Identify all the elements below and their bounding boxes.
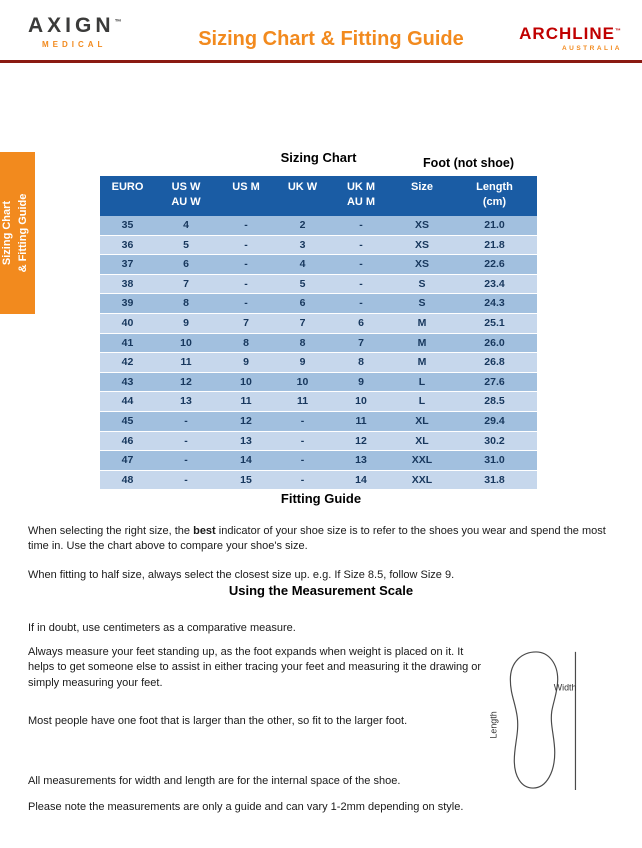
- measurement-paragraph-5: Please note the measurements are only a guide and can vary 1-2mm depending on style.: [28, 801, 464, 813]
- table-cell: 27.6: [452, 372, 537, 392]
- table-cell: -: [275, 431, 330, 451]
- table-row: [100, 313, 537, 333]
- trademark-symbol: ™: [114, 19, 122, 26]
- table-row: [100, 235, 537, 255]
- page-title: Sizing Chart & Fitting Guide: [198, 28, 464, 50]
- measurement-paragraph-3: Most people have one foot that is larger than the other, so fit to the larger foot.: [28, 715, 408, 727]
- bold-word: best: [193, 525, 216, 537]
- table-cell: 43: [100, 372, 155, 392]
- table-cell: L: [392, 372, 452, 392]
- table-cell: 37: [100, 255, 155, 275]
- table-cell: 48: [100, 470, 155, 490]
- table-cell: 3: [275, 235, 330, 255]
- table-row: [100, 431, 537, 451]
- table-cell: 31.0: [452, 451, 537, 471]
- table-cell: 21.8: [452, 235, 537, 255]
- measurement-paragraph-2: Always measure your feet standing up, as the foot expands when weight is placed on it. It helps to get someone else to assist in either tracing your feet and measuring it the drawing or simply measuring your feet.: [28, 646, 482, 689]
- side-tab: [0, 152, 35, 314]
- table-cell: -: [275, 470, 330, 490]
- sizing-table-body: [100, 216, 537, 490]
- side-tab-label: [0, 152, 35, 314]
- table-cell: 29.4: [452, 411, 537, 431]
- table-cell: XS: [392, 235, 452, 255]
- table-cell: 14: [330, 470, 392, 490]
- table-cell: 11: [217, 392, 275, 412]
- table-cell: XL: [392, 431, 452, 451]
- table-cell: 25.1: [452, 313, 537, 333]
- table-cell: 12: [217, 411, 275, 431]
- column-header: US M: [217, 176, 275, 216]
- column-header: EURO: [100, 176, 155, 216]
- measurement-scale-heading: Using the Measurement Scale: [228, 583, 414, 598]
- table-cell: 26.0: [452, 333, 537, 353]
- table-cell: 46: [100, 431, 155, 451]
- table-cell: -: [217, 255, 275, 275]
- table-cell: M: [392, 333, 452, 353]
- sizing-table-container: [100, 176, 537, 490]
- table-cell: 5: [155, 235, 217, 255]
- table-cell: 6: [275, 294, 330, 314]
- table-cell: 9: [330, 372, 392, 392]
- column-header: Length (cm): [452, 176, 537, 216]
- table-cell: 9: [275, 353, 330, 373]
- table-cell: 38: [100, 274, 155, 294]
- table-cell: 8: [155, 294, 217, 314]
- table-cell: M: [392, 353, 452, 373]
- table-cell: 7: [330, 333, 392, 353]
- table-cell: L: [392, 392, 452, 412]
- table-row: [100, 470, 537, 490]
- axign-logo-subtitle: MEDICAL: [42, 40, 107, 49]
- table-cell: 10: [155, 333, 217, 353]
- table-row: [100, 255, 537, 275]
- table-cell: XS: [392, 216, 452, 235]
- table-cell: XXL: [392, 451, 452, 471]
- table-cell: 6: [330, 313, 392, 333]
- table-cell: -: [330, 274, 392, 294]
- table-cell: 6: [155, 255, 217, 275]
- fitting-guide-paragraph-2: When fitting to half size, always select the closest size up. e.g. If Size 8.5, follow Size 9.: [28, 569, 455, 581]
- table-cell: -: [330, 255, 392, 275]
- table-row: [100, 353, 537, 373]
- table-row: [100, 294, 537, 314]
- table-cell: -: [155, 431, 217, 451]
- table-cell: -: [330, 294, 392, 314]
- axign-logo: [28, 14, 122, 49]
- table-row: [100, 392, 537, 412]
- table-cell: M: [392, 313, 452, 333]
- table-cell: 7: [217, 313, 275, 333]
- table-cell: 5: [275, 274, 330, 294]
- paragraph-text: When selecting the right size, the: [28, 525, 194, 537]
- table-cell: 9: [217, 353, 275, 373]
- foot-outline-path: [510, 652, 557, 788]
- archline-logo-name: ARCHLINE™: [519, 24, 622, 43]
- table-cell: 31.8: [452, 470, 537, 490]
- table-cell: 45: [100, 411, 155, 431]
- table-cell: -: [155, 411, 217, 431]
- table-cell: S: [392, 274, 452, 294]
- table-cell: 14: [217, 451, 275, 471]
- table-cell: 15: [217, 470, 275, 490]
- table-cell: S: [392, 294, 452, 314]
- foot-outline-icon: [486, 646, 586, 794]
- table-cell: 24.3: [452, 294, 537, 314]
- table-row: [100, 333, 537, 353]
- table-cell: 12: [330, 431, 392, 451]
- side-tab-line1: Sizing Chart: [1, 200, 13, 266]
- table-row: [100, 451, 537, 471]
- table-row: [100, 274, 537, 294]
- table-cell: 40: [100, 313, 155, 333]
- table-cell: -: [217, 235, 275, 255]
- table-cell: -: [275, 411, 330, 431]
- header-divider: [0, 60, 642, 63]
- table-cell: 12: [155, 372, 217, 392]
- table-cell: -: [275, 451, 330, 471]
- table-cell: -: [217, 294, 275, 314]
- table-cell: 2: [275, 216, 330, 235]
- length-label: Length: [488, 711, 499, 739]
- measurement-paragraph-1: If in doubt, use centimeters as a comparative measure.: [28, 622, 296, 634]
- trademark-symbol: ™: [615, 28, 622, 35]
- table-cell: -: [217, 216, 275, 235]
- table-cell: 10: [275, 372, 330, 392]
- table-cell: 41: [100, 333, 155, 353]
- fitting-guide-paragraph-1: [28, 524, 620, 555]
- table-row: [100, 411, 537, 431]
- width-label: Width: [553, 682, 577, 693]
- axign-logo-name: AXIGN™: [28, 14, 122, 37]
- table-cell: -: [330, 216, 392, 235]
- fitting-guide-heading: Fitting Guide: [280, 491, 362, 506]
- column-header: US W AU W: [155, 176, 217, 216]
- archline-logo: [519, 24, 622, 52]
- archline-logo-subtitle: AUSTRALIA: [561, 45, 622, 52]
- table-cell: 47: [100, 451, 155, 471]
- table-cell: 11: [275, 392, 330, 412]
- table-cell: 22.6: [452, 255, 537, 275]
- table-row: [100, 216, 537, 235]
- table-cell: 39: [100, 294, 155, 314]
- table-cell: 10: [217, 372, 275, 392]
- table-cell: 13: [155, 392, 217, 412]
- table-cell: 35: [100, 216, 155, 235]
- column-header: Size: [392, 176, 452, 216]
- table-cell: 8: [275, 333, 330, 353]
- table-cell: 10: [330, 392, 392, 412]
- foot-not-shoe-label: Foot (not shoe): [423, 156, 514, 170]
- table-cell: 7: [155, 274, 217, 294]
- table-cell: XXL: [392, 470, 452, 490]
- table-cell: 11: [155, 353, 217, 373]
- table-cell: 21.0: [452, 216, 537, 235]
- sizing-table-header-row: [100, 176, 537, 216]
- table-cell: -: [155, 470, 217, 490]
- table-cell: 8: [217, 333, 275, 353]
- table-cell: -: [330, 235, 392, 255]
- table-cell: XL: [392, 411, 452, 431]
- foot-measurement-diagram: [486, 646, 586, 799]
- sizing-table: [100, 176, 537, 490]
- table-cell: 13: [217, 431, 275, 451]
- table-cell: 44: [100, 392, 155, 412]
- column-header: UK M AU M: [330, 176, 392, 216]
- table-cell: 11: [330, 411, 392, 431]
- table-cell: 4: [275, 255, 330, 275]
- side-tab-line2: & Fitting Guide: [16, 193, 29, 273]
- table-cell: 28.5: [452, 392, 537, 412]
- table-cell: XS: [392, 255, 452, 275]
- table-cell: 7: [275, 313, 330, 333]
- table-cell: 8: [330, 353, 392, 373]
- table-cell: 42: [100, 353, 155, 373]
- table-cell: 13: [330, 451, 392, 471]
- paragraph-text: indicator of your shoe size is to refer to the shoes you wear and spend the most time in. Use the chart above to compare your shoe's size.: [28, 525, 606, 553]
- table-cell: -: [155, 451, 217, 471]
- table-cell: 23.4: [452, 274, 537, 294]
- table-cell: -: [217, 274, 275, 294]
- table-cell: 4: [155, 216, 217, 235]
- table-cell: 26.8: [452, 353, 537, 373]
- sizing-chart-title: Sizing Chart: [280, 150, 357, 165]
- measurement-paragraph-4: All measurements for width and length are for the internal space of the shoe.: [28, 775, 401, 787]
- table-cell: 30.2: [452, 431, 537, 451]
- column-header: UK W: [275, 176, 330, 216]
- table-row: [100, 372, 537, 392]
- table-cell: 9: [155, 313, 217, 333]
- table-cell: 36: [100, 235, 155, 255]
